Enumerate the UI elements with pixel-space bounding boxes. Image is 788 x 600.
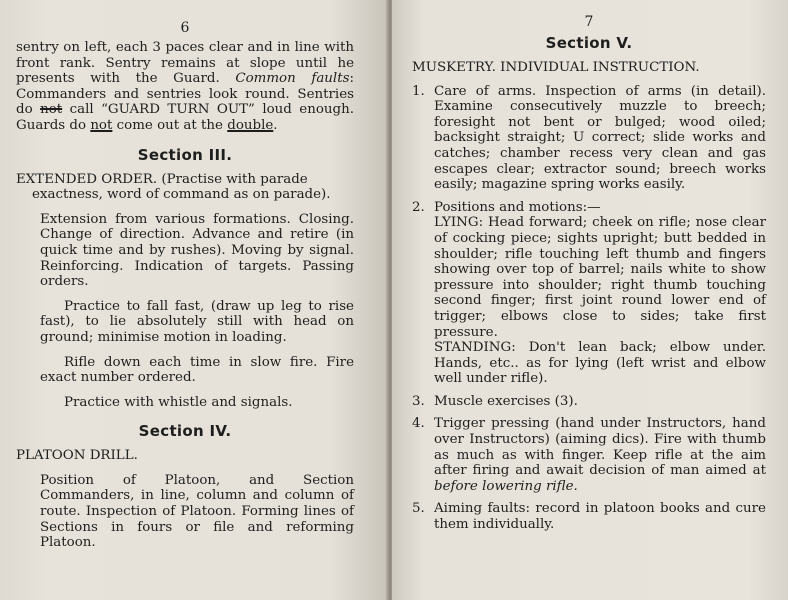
intro-text: sentry on left, each 3 paces clear and in line with front rank. Sentry remains at slope until he presents with the Guard. (16, 40, 354, 87)
standing-text: : Don't lean back; elbow under. Hands, etc.. as for lying (left wrist and elbow well under rifle). (434, 340, 766, 387)
musketry-list (412, 84, 766, 533)
faults-not: not (40, 102, 63, 118)
list-item: 1. Care of arms. Inspection of arms (in detail). Examine consecutively muzzle to breech; foresight not bent or bulged; wood oiled; backsight straight; U correct; slide works and catches; chamber recess very clean and gas escapes clear; extractor sound; breech works easily; magazine spring works easily. (412, 83, 766, 193)
page-number-left: 6 (180, 20, 190, 36)
lying-label: LYING (434, 215, 479, 231)
list-item: 2. Positions and motions:— LYING: Head forward; cheek on rifle; nose clear of cocking piece; sights upright; butt bedded in shoulder; rifle touching left thumb and fingers showing over top of barrel; nails white to show pressure into shoulder; right thumb touching second finger; first joint round lower end of trigger; elbows close to sides; take first pressure. STANDING: Don't lean back; elbow under. Hands, etc.. as for lying (left wrist and elbow well under rifle). (412, 199, 766, 387)
lying-text: : Head forward; cheek on rifle; nose clear of cocking piece; sights upright; butt bedded in shoulder; rifle touching left thumb and fingers showing over top of barrel; nails white to show pressure into shoulder; right thumb touching second finger; first joint round lower end of trigger; elbows close to sides; take first pressure. (434, 215, 766, 340)
list-item: 3. Muscle exercises (3). (412, 393, 578, 409)
list-item: 4. Trigger pressing (hand under Instructors, hand over Instructors) (aiming dics). Fire with thumb as much as with finger. Keep rifle at the aim after firing and await decision of man aimed at before lowering rifle. (412, 416, 766, 494)
extended-para-3: Rifle down each time in slow fire. Fire exact number ordered. (40, 354, 354, 386)
extended-para-1: Extension from various formations. Closing. Change of direction. Advance and retire (in quick time and by rushes). Moving by signal. Reinforcing. Indication of targets. Passing orders. (40, 211, 354, 290)
extended-title: EXTENDED ORDER. (16, 171, 158, 187)
platoon-title: PLATOON DRILL. (16, 448, 138, 464)
section-4-heading: Section IV. (138, 422, 232, 441)
section-5-heading: Section V. (545, 34, 633, 52)
faults-not-2: not (90, 117, 113, 133)
platoon-para: Position of Platoon, and Section Commanders, in line, column and column of route. Inspection of Platoon. Forming lines of Sections in fours or file and reforming Platoon. (40, 472, 354, 551)
extended-para-2: Practice to fall fast, (draw up leg to rise fast), to lie absolutely still with head on ground; minimise motion in loading. (40, 298, 354, 345)
extended-order-header (16, 172, 354, 203)
extended-note: (Practise with parade exactness, word of command as on parade). (32, 171, 331, 203)
faults-end: come out at the (116, 117, 223, 133)
section-3-heading: Section III. (137, 145, 233, 164)
right-page (392, 0, 788, 600)
faults-text: : Commanders and sentries look round. Sentries do (16, 71, 354, 118)
list-item: 5. Aiming faults: record in platoon books and cure them individually. (412, 501, 766, 533)
left-page (0, 0, 388, 600)
item4-italic: before lowering rifle. (434, 478, 578, 494)
faults-call: call “GUARD TURN OUT” loud enough. Guards do (16, 102, 354, 133)
standing-label: STANDING (434, 340, 512, 356)
intro-paragraph: sentry on left, each 3 paces clear and in line with front rank. Sentry remains at slope until he presents with the Guard. Common faults: Commanders and sentries look round. Sentries do not call “GUARD TURN OUT” loud enough. Guards do not come out at the double. (16, 40, 354, 133)
faults-label: Common faults (235, 71, 350, 87)
page-number-right: 7 (584, 14, 594, 30)
extended-para-4: Practice with whistle and signals. (64, 394, 293, 410)
musketry-title: MUSKETRY. INDIVIDUAL INSTRUCTION. (412, 60, 700, 75)
faults-double: double (227, 117, 274, 133)
